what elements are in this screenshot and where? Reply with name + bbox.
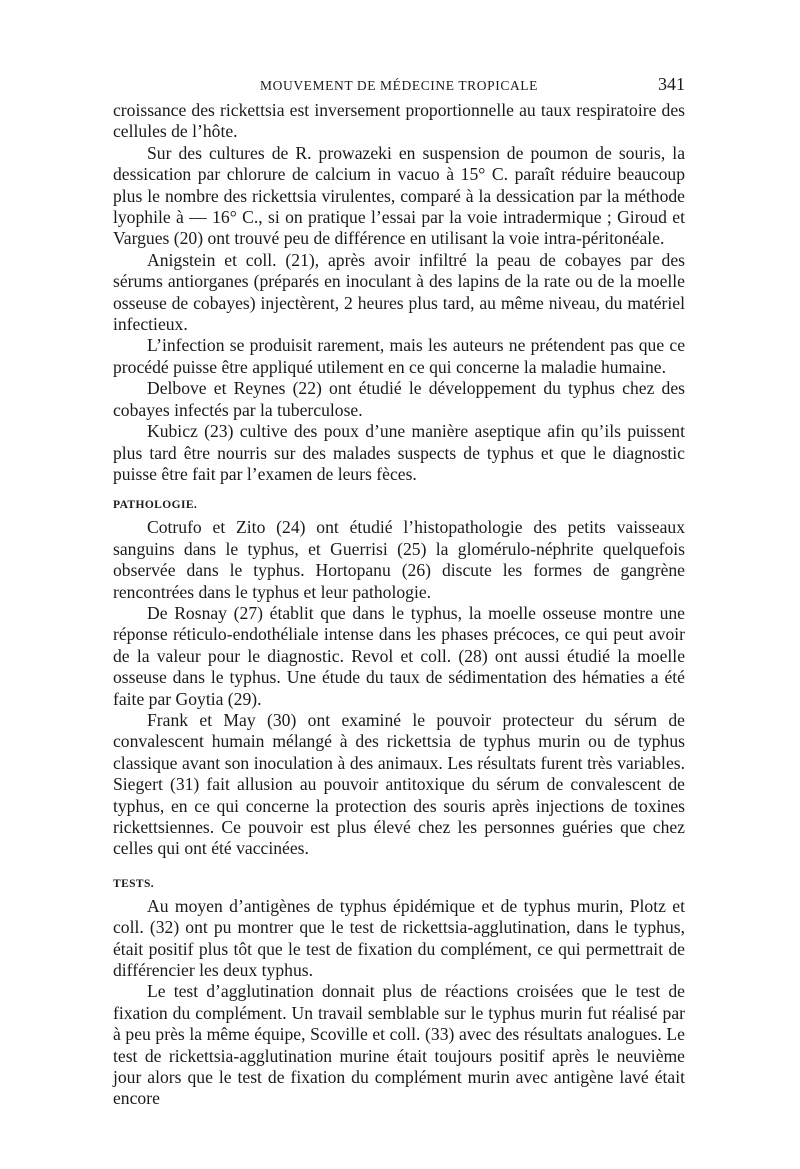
document-page	[113, 72, 685, 1110]
paragraph: croissance des rickettsia est inversement proportionnelle au taux respiratoire des cellules de l’hôte.	[113, 100, 685, 142]
paragraph: Le test d’agglutination donnait plus de réactions croisées que le test de fixation du complément. Un travail semblable sur le typhus murin fut réalisé par à peu près la même équipe, Scoville et coll. (33) avec des résultats analogues. Le test de rickettsia-agglutination murine était toujours positif après le neuvième jour alors que le test de fixation du complément murin avec antigène lavé était encore	[113, 981, 685, 1109]
paragraph: Sur des cultures de R. prowazeki en suspension de poumon de souris, la dessication par chlorure de calcium in vacuo à 15° C. paraît réduire beaucoup plus le nombre des rickettsia virulentes, comparé à la dessication par la méthode lyophile à — 16° C., si on pratique l’essai par la voie intradermique ; Giroud et Vargues (20) ont trouvé peu de différence en utilisant la voie intra-péritonéale.	[113, 142, 685, 249]
running-title: MOUVEMENT DE MÉDECINE TROPICALE	[260, 78, 538, 93]
paragraph: Frank et May (30) ont examiné le pouvoir protecteur du sérum de convalescent humain mélangé à des rickettsia de typhus murin ou de typhus classique avant son inoculation à des animaux. Les résultats furent très variables. Siegert (31) fait allusion au pouvoir antitoxique du sérum de convalescent de typhus, en ce qui concerne la protection des souris après injections de toxines rickettsiennes. Ce pouvoir est plus élevé chez les personnes guéries que chez celles qui ont été vaccinées.	[113, 709, 685, 859]
paragraph: Delbove et Reynes (22) ont étudié le développement du typhus chez des cobayes infectés par la tuberculose.	[113, 378, 685, 420]
page-number: 341	[658, 74, 685, 94]
paragraph: Anigstein et coll. (21), après avoir infiltré la peau de cobayes par des sérums antiorganes (préparés en inoculant à des lapins de la rate ou de la moelle osseuse de cobayes) injectèrent, 2 heures plus tard, au même niveau, du matériel infectieux.	[113, 249, 685, 335]
paragraph: L’infection se produisit rarement, mais les auteurs ne prétendent pas que ce procédé puisse être appliqué utilement en ce qui concerne la maladie humaine.	[113, 335, 685, 377]
paragraph: Cotrufo et Zito (24) ont étudié l’histopathologie des petits vaisseaux sanguins dans le typhus, et Guerrisi (25) la glomérulo-néphrite quelquefois observée dans le typhus. Hortopanu (26) discute les formes de gangrène rencontrées dans le typhus et leur pathologie.	[113, 517, 685, 602]
paragraph: De Rosnay (27) établit que dans le typhus, la moelle osseuse montre une réponse réticulo-endothéliale intense dans les phases précoces, ce qui peut avoir de la valeur pour le diagnostic. Revol et coll. (28) ont aussi étudié la moelle osseuse dans le typhus. Une étude du taux de sédimentation des hématies a été faite par Goytia (29).	[113, 602, 685, 709]
paragraph: Kubicz (23) cultive des poux d’une manière aseptique afin qu’ils puissent plus tard être nourris sur des malades suspects de typhus et que le diagnostic puisse être fait par l’examen de leurs fèces.	[113, 421, 685, 484]
running-header	[113, 72, 685, 100]
section-heading-pathologie: PATHOLOGIE.	[113, 499, 198, 512]
section-heading-tests: TESTS.	[113, 877, 155, 890]
paragraph: Au moyen d’antigènes de typhus épidémique et de typhus murin, Plotz et coll. (32) ont pu montrer que le test de rickettsia-agglutination, dans le typhus, était positif plus tôt que le test de fixation du complément, ce qui permettrait de différencier les deux typhus.	[113, 895, 685, 981]
